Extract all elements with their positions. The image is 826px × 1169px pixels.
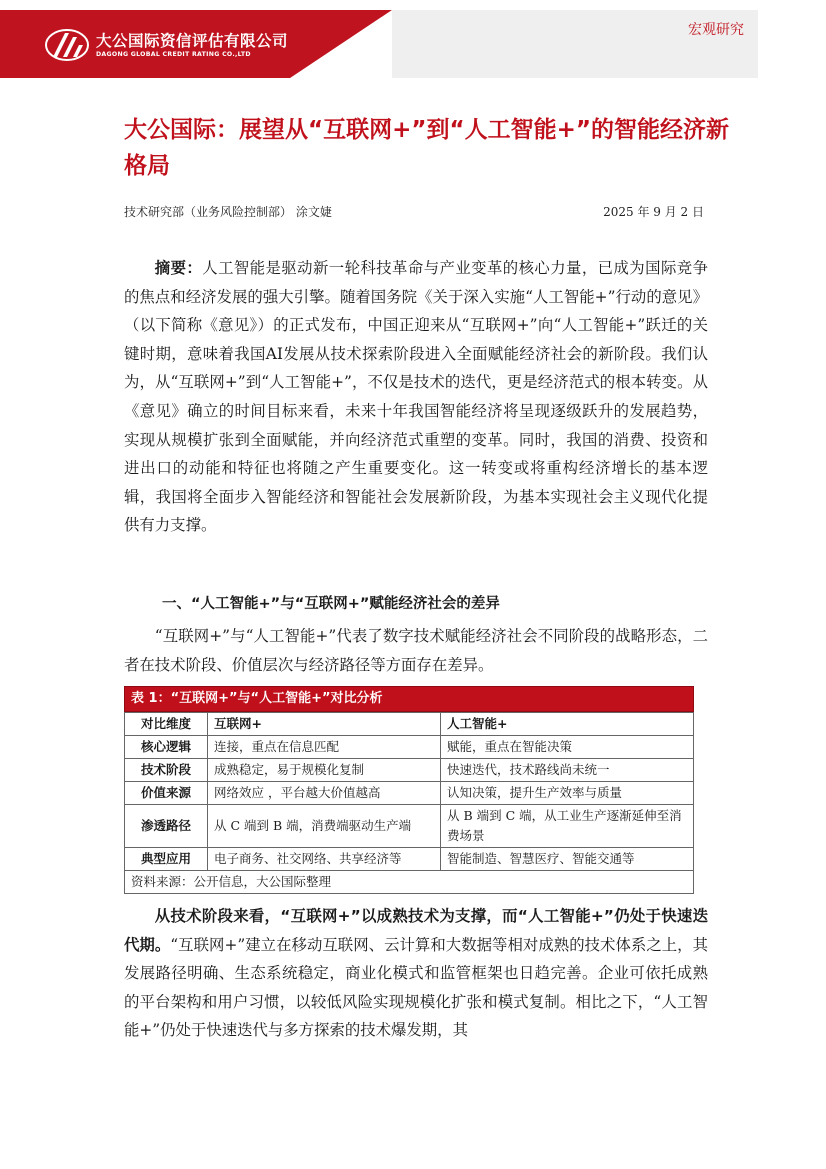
table-row-label: 典型应用 [125,848,208,871]
table-row [125,805,694,848]
abstract-label: 摘要： [154,259,203,277]
table-row [125,782,694,805]
table-row-label: 渗透路径 [125,805,208,848]
table-row [125,736,694,759]
page-title: 大公国际：展望从“互联网+”到“人工智能+”的智能经济新格局 [124,117,730,179]
author-line: 技术研究部（业务风险控制部） 涂文婕 [124,205,332,219]
section-intro: “互联网+”与“人工智能+”代表了数字技术赋能经济社会不同阶段的战略形态，二者在技术阶段、价值层次与经济路径等方面存在差异。 [124,627,708,674]
table-header-cell: 对比维度 [125,713,208,736]
table-cell: 从 B 端到 C 端，从工业生产逐渐延伸至消费场景 [441,805,694,848]
table-cell: 成熟稳定，易于规模化复制 [208,759,441,782]
table-cell: 赋能，重点在智能决策 [441,736,694,759]
table-cell: 认知决策，提升生产效率与质量 [441,782,694,805]
report-date: 2025 年 9 月 2 日 [603,205,704,219]
table-row-label: 核心逻辑 [125,736,208,759]
abstract-text: 人工智能是驱动新一轮科技革命与产业变革的核心力量，已成为国际竞争的焦点和经济发展的强大引擎。随着国务院《关于深入实施“人工智能+”行动的意见》（以下简称《意见》）的正式发布，中国正迎来从“互联网+”向“人工智能+”跃迁的关键时期，意味着我国AI发展从技术探索阶段进入全面赋能经济社会的新阶段。我们认为，从“互联网+”到“人工智能+”，不仅是技术的迭代，更是经济范式的根本转变。从《意见》确立的时间目标来看，未来十年我国智能经济将呈现逐级跃升的发展趋势，实现从规模扩张到全面赋能，并向经济范式重塑的变革。同时，我国的消费、投资和进出口的动能和特征也将随之产生重要变化。这一转变或将重构经济增长的基本逻辑，我国将全面步入智能经济和智能社会发展新阶段，为基本实现社会主义现代化提供有力支撑。 [124,259,708,535]
body-paragraph [124,902,708,1045]
table-cell: 快速迭代，技术路线尚未统一 [441,759,694,782]
table-row-label: 价值来源 [125,782,208,805]
table-header-cell: 人工智能+ [441,713,694,736]
body-text: “互联网+”建立在移动互联网、云计算和大数据等相对成熟的技术体系之上，其发展路径明确、生态系统稳定，商业化模式和监管框架也日趋完善。企业可依托成熟的平台架构和用户习惯，以较低风险实现规模化扩张和模式复制。相比之下，“人工智能+”仍处于快速迭代与多方探索的技术爆发期，其 [124,935,708,1040]
section-tag: 宏观研究 [688,22,744,38]
table-header-row [125,713,694,736]
table-cell: 电子商务、社交网络、共享经济等 [208,848,441,871]
body-lead: 从技术阶段来看，“互联网+”以成熟技术为支撑，而“人工智能+”仍处于快速迭代期。 [124,907,708,954]
table-row [125,848,694,871]
table-cell: 连接，重点在信息匹配 [208,736,441,759]
report-meta [124,203,704,223]
section-heading: 一、“人工智能+”与“互联网+”赋能经济社会的差异 [162,596,500,612]
dagong-logo-icon [44,28,90,62]
brand-name-en: DAGONG GLOBAL CREDIT RATING CO.,LTD [96,51,251,58]
table-header-cell: 互联网+ [208,713,441,736]
table-cell: 网络效应 ，平台越大价值越高 [208,782,441,805]
abstract-paragraph [124,254,708,540]
table-row [125,759,694,782]
comparison-table [124,686,694,894]
table-cell: 从 C 端到 B 端，消费端驱动生产端 [208,805,441,848]
table-grid [124,712,694,871]
table-row-label: 技术阶段 [125,759,208,782]
table-source: 资料来源：公开信息，大公国际整理 [124,871,694,894]
table-caption: 表 1：“互联网+”与“人工智能+”对比分析 [124,686,694,712]
table-cell: 智能制造、智慧医疗、智能交通等 [441,848,694,871]
brand-name-cn: 大公国际资信评估有限公司 [96,32,289,50]
